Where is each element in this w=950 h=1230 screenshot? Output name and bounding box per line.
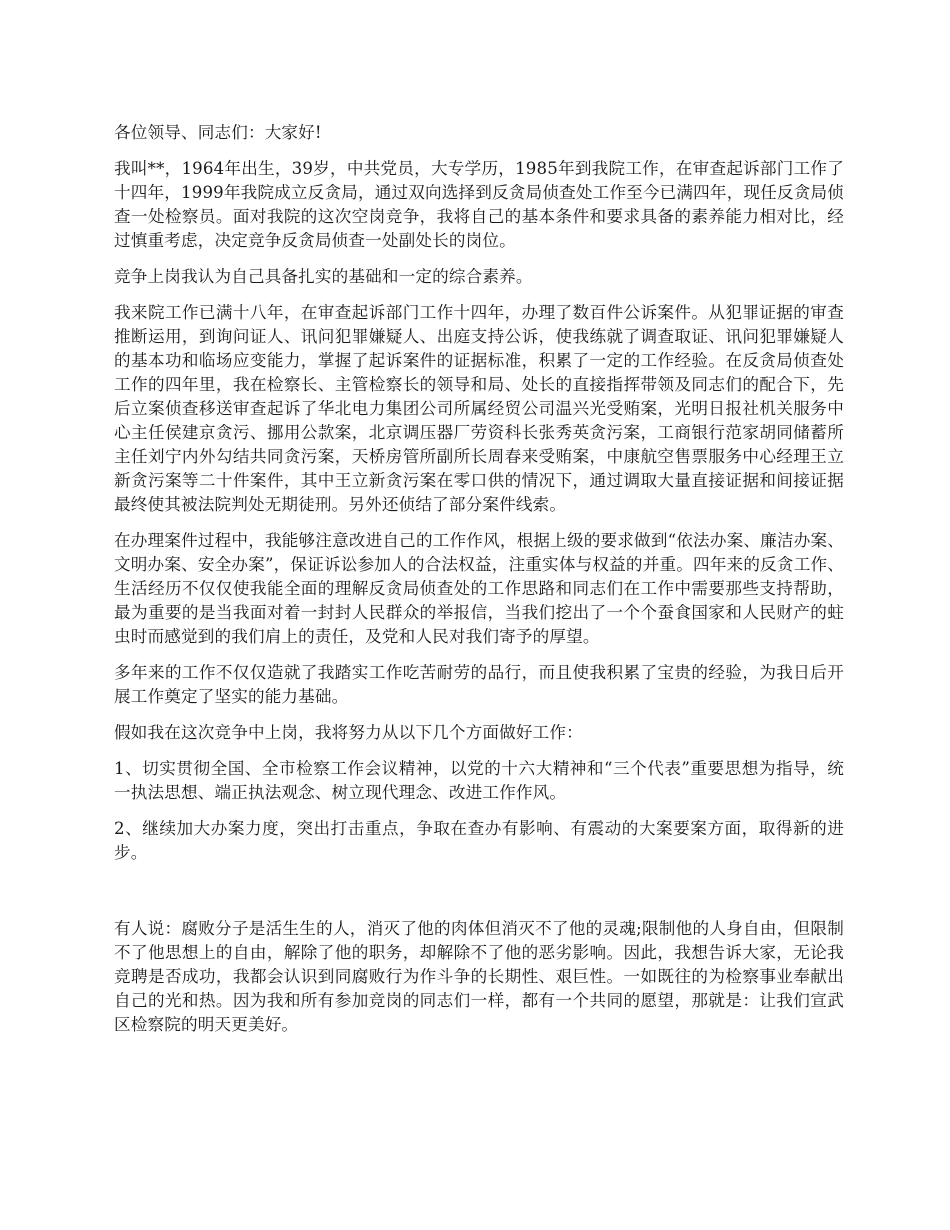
self-introduction-paragraph: 我叫**，1964年出生，39岁，中共党员，大专学历，1985年到我院工作，在审查起诉部门工作了十四年，1999年我院成立反贪局，通过双向选择到反贪局侦查处工作至今已满四年，现任反贪局侦查一处检察员。面对我院的这次空岗竞争，我将自己的基本条件和要求具备的素养能力相对比，经过慎重考虑，决定竞争反贪局侦查一处副处长的岗位。 [114, 159, 844, 250]
greeting-paragraph: 各位领导、同志们：大家好! [114, 123, 322, 142]
plan-item-1-paragraph: 1、切实贯彻全国、全市检察工作会议精神，以党的十六大精神和“三个代表”重要思想为指导，统一执法思想、端正执法观念、树立现代理念、改进工作作风。 [114, 759, 844, 802]
closing-paragraph: 有人说：腐败分子是活生生的人，消灭了他的肉体但消灭不了他的灵魂;限制他的人身自由，但限制不了他思想上的自由，解除了他的职务，却解除不了他的恶劣影响。因此，我想告诉大家，无论我竞聘是否成功，我都会认识到同腐败行为作斗争的长期性、艰巨性。一如既往的为检察事业奉献出自己的光和热。因为我和所有参加竞岗的同志们一样，都有一个共同的愿望，那就是：让我们宣武区检察院的明天更美好。 [114, 919, 844, 1034]
work-style-paragraph: 在办理案件过程中，我能够注意改进自己的工作作风，根据上级的要求做到“依法办案、廉洁办案、文明办案、安全办案”，保证诉讼参加人的合法权益，注重实体与权益的并重。四年来的反贪工作、生活经历不仅仅使我能全面的理解反贪局侦查处的工作思路和同志们在工作中需要那些支持帮助，最为重要的是当我面对着一封封人民群众的举报信，当我们挖出了一个个蚕食国家和人民财产的蛀虫时而感觉到的我们肩上的责任，及党和人民对我们寄予的厚望。 [114, 531, 844, 646]
document-page [114, 121, 844, 1049]
experience-foundation-paragraph: 多年来的工作不仅仅造就了我踏实工作吃苦耐劳的品行，而且使我积累了宝贵的经验，为我日后开展工作奠定了坚实的能力基础。 [114, 663, 844, 706]
paragraph-gap [114, 877, 844, 917]
plan-intro-paragraph: 假如我在这次竞争中上岗，我将努力从以下几个方面做好工作： [114, 723, 583, 742]
work-experience-paragraph: 我来院工作已满十八年，在审查起诉部门工作十四年，办理了数百件公诉案件。从犯罪证据的审查推断运用，到询问证人、讯问犯罪嫌疑人、出庭支持公诉，使我练就了调查取证、讯问犯罪嫌疑人的基本功和临场应变能力，掌握了起诉案件的证据标准，积累了一定的工作经验。在反贪局侦查处工作的四年里，我在检察长、主管检察长的领导和局、处长的直接指挥带领及同志们的配合下，先后立案侦查移送审查起诉了华北电力集团公司所属经贸公司温兴光受贿案，光明日报社机关服务中心主任侯建京贪污、挪用公款案，北京调压器厂劳资科长张秀英贪污案，工商银行范家胡同储蓄所主任刘宁内外勾结共同贪污案，天桥房管所副所长周春来受贿案，中康航空售票服务中心经理王立新贪污案等二十件案件，其中王立新贪污案在零口供的情况下，通过调取大量直接证据和间接证据最终使其被法院判处无期徒刑。另外还侦结了部分案件线索。 [114, 303, 844, 514]
qualification-summary-paragraph: 竞争上岗我认为自己具备扎实的基础和一定的综合素养。 [114, 267, 533, 286]
plan-item-2-paragraph: 2、继续加大办案力度，突出打击重点，争取在查办有影响、有震动的大案要案方面，取得新的进步。 [114, 819, 844, 862]
